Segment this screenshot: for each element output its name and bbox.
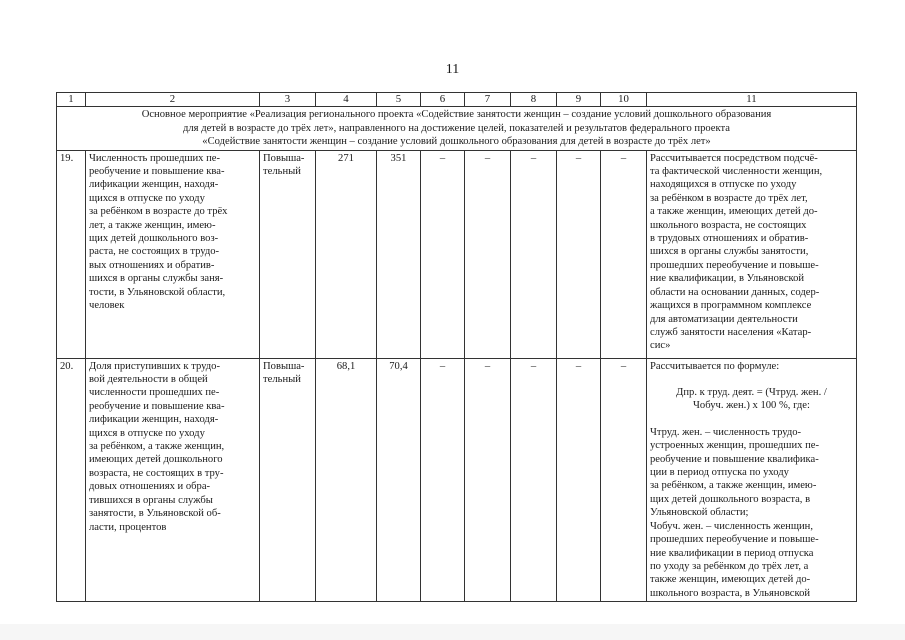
column-number-cell: 4 [316, 93, 377, 107]
method-intro: Рассчитывается по формуле: [650, 360, 780, 372]
section-title [57, 107, 857, 150]
table-row [57, 150, 857, 358]
method-line: а также женщин, имеющих детей до- [650, 206, 818, 218]
indicator-name-line: за ребёнком в возрасте до трёх [89, 206, 228, 218]
method-line: служб занятости населения «Катар- [650, 326, 812, 338]
row-number: 19. [57, 150, 86, 358]
column-number-cell: 8 [511, 93, 557, 107]
method-line: шихся в органы службы занятости, [650, 246, 809, 258]
calculation-method [647, 150, 857, 358]
column-number-cell: 10 [601, 93, 647, 107]
spacer [650, 373, 853, 386]
definition-line: устроенных женщин, прошедших пе- [650, 440, 819, 452]
empty-value-dash: – [557, 358, 601, 602]
empty-value-dash: – [511, 150, 557, 358]
formula-line: Дпр. к труд. деят. = (Чтруд. жен. / [676, 387, 827, 399]
calculation-method [647, 358, 857, 602]
direction-line: Повыша- [263, 152, 305, 164]
method-line: находящихся в отпуске по уходу [650, 179, 797, 191]
method-line: Рассчитывается посредством подсчё- [650, 152, 818, 164]
indicator-name [86, 358, 260, 602]
indicator-name-line: ласти, процентов [89, 521, 167, 533]
indicator-name-line: занятости, в Ульяновской об- [89, 508, 221, 520]
empty-value-dash: – [421, 150, 465, 358]
column-number-cell: 7 [465, 93, 511, 107]
spacer [650, 413, 853, 426]
section-row [57, 107, 857, 150]
indicator-name-line: реобучение и повышение ква- [89, 400, 225, 412]
method-line: для автоматизации деятельности [650, 313, 798, 325]
method-line: прошедших переобучение и повыше- [650, 259, 819, 271]
indicator-name-line: человек [89, 300, 125, 312]
indicator-name-line: щихся в отпуске по уходу [89, 427, 205, 439]
column-number-cell: 2 [86, 93, 260, 107]
section-title-line: Основное мероприятие «Реализация регионального проекта «Содействие занятости женщин – создание условий дошкольного образования [141, 109, 772, 121]
value-col-4: 68,1 [316, 358, 377, 602]
definition-line: ние квалификации в период отпуска [650, 547, 814, 559]
indicator-name-line: тости, в Ульяновской области, [89, 286, 226, 298]
indicator-name-line: тившихся в органы службы [89, 494, 213, 506]
value-col-5: 351 [377, 150, 421, 358]
definition-line: школьного возраста, в Ульяновской [650, 587, 811, 599]
indicator-name-line: довых отношениях и обра- [89, 481, 211, 493]
empty-value-dash: – [511, 358, 557, 602]
method-line: области на основании данных, содер- [650, 286, 820, 298]
empty-value-dash: – [465, 150, 511, 358]
row-number: 20. [57, 358, 86, 602]
method-line: в трудовых отношениях и обратив- [650, 233, 809, 245]
definition-line: прошедших переобучение и повыше- [650, 534, 819, 546]
method-line: за ребёнком в возрасте до трёх лет, [650, 192, 808, 204]
formula-line: Чобуч. жен.) х 100 %, где: [693, 400, 810, 412]
indicator-name-line: лификации женщин, находя- [89, 414, 219, 426]
page-number: 11 [445, 62, 460, 77]
empty-value-dash: – [421, 358, 465, 602]
column-number-cell: 3 [260, 93, 316, 107]
definition-line: за ребёнком, а также женщин, имею- [650, 480, 817, 492]
indicator-name-line: щих детей дошкольного воз- [89, 233, 219, 245]
section-title-line: для детей в возрасте до трёх лет», направленного на достижение целей, показателей и результатов федерального проекта [183, 122, 730, 134]
direction-line: тельный [263, 166, 301, 178]
definition-line: также женщин, имеющих детей до- [650, 574, 811, 586]
definition-line: Ульяновской области; [650, 507, 749, 519]
column-number-cell: 1 [57, 93, 86, 107]
indicator-direction [260, 150, 316, 358]
definition-line: Чтруд. жен. – численность трудо- [650, 426, 802, 438]
column-number-cell: 9 [557, 93, 601, 107]
indicator-name-line: вой деятельности в общей [89, 374, 208, 386]
indicator-name [86, 150, 260, 358]
definition-line: ции в период отпуска по уходу [650, 467, 789, 479]
indicator-name-line: имеющих детей дошкольного [89, 454, 223, 466]
indicators-table [56, 92, 857, 602]
indicator-name-line: реобучение и повышение ква- [89, 166, 225, 178]
indicator-name-line: шихся в органы службы заня- [89, 273, 224, 285]
header-row [57, 93, 857, 107]
indicator-direction [260, 358, 316, 602]
indicator-name-line: Доля приступивших к трудо- [89, 360, 220, 372]
empty-value-dash: – [601, 358, 647, 602]
column-number-cell: 11 [647, 93, 857, 107]
direction-line: Повыша- [263, 360, 305, 372]
indicator-name-line: лет, а также женщин, имею- [89, 219, 216, 231]
table-row [57, 358, 857, 602]
table-body [57, 150, 857, 602]
indicator-name-line: раста, не состоящих в трудо- [89, 246, 220, 258]
value-col-4: 271 [316, 150, 377, 358]
method-line: та фактической численности женщин, [650, 166, 823, 178]
definition-line: щих детей дошкольного возраста, в [650, 493, 811, 505]
section-title-line: «Содействие занятости женщин – создание условий дошкольного образования для детей в возрасте до трёх лет» [202, 136, 711, 148]
indicator-name-line: лификации женщин, находя- [89, 179, 219, 191]
indicator-name-line: за ребёнком, а также женщин, [89, 441, 225, 453]
method-line: школьного возраста, не состоящих [650, 219, 807, 231]
method-line: жащихся в программном комплексе [650, 300, 812, 312]
indicator-name-line: вых отношениях и обратив- [89, 259, 215, 271]
method-line: ние квалификации, в Ульяновской [650, 273, 805, 285]
indicator-name-line: щихся в отпуске по уходу [89, 192, 205, 204]
indicator-name-line: численности прошедших пе- [89, 387, 220, 399]
column-number-cell: 6 [421, 93, 465, 107]
scan-edge [0, 624, 905, 640]
empty-value-dash: – [601, 150, 647, 358]
indicator-name-line: Численность прошедших пе- [89, 152, 220, 164]
value-col-5: 70,4 [377, 358, 421, 602]
column-number-cell: 5 [377, 93, 421, 107]
method-line: сис» [650, 340, 671, 352]
definition-line: по уходу за ребёнком до трёх лет, а [650, 560, 809, 572]
definition-line: реобучение и повышение квалифика- [650, 453, 819, 465]
empty-value-dash: – [465, 358, 511, 602]
direction-line: тельный [263, 374, 301, 386]
empty-value-dash: – [557, 150, 601, 358]
definition-line: Чобуч. жен. – численность женщин, [650, 520, 813, 532]
indicator-name-line: возраста, не состоящих в тру- [89, 467, 224, 479]
